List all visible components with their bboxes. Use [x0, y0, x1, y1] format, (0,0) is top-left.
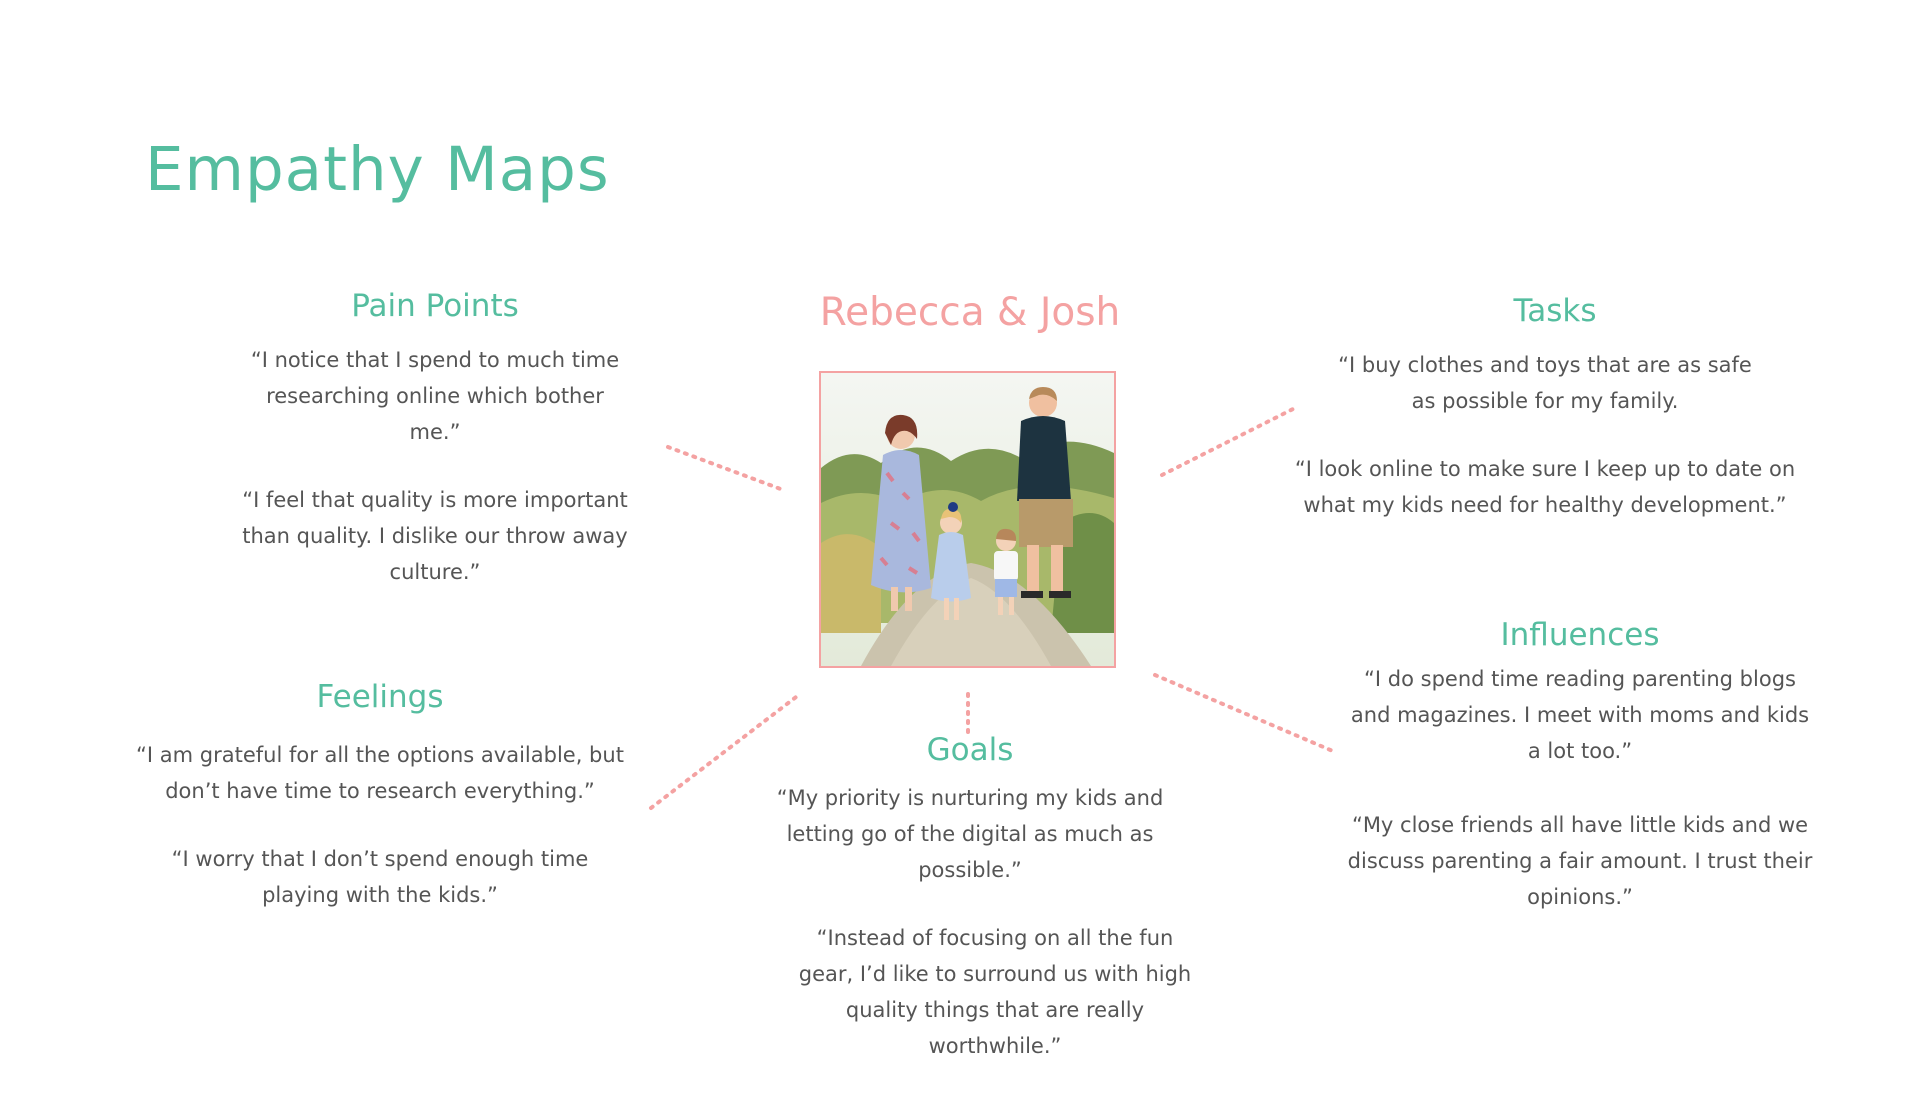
connector-tasks: [1162, 408, 1295, 475]
feelings-quote: “I worry that I don’t spend enough time playing with the kids.”: [171, 847, 589, 907]
influences-quote: “I do spend time reading parenting blogs and magazines. I meet with moms and kids a lot too.”: [1350, 667, 1810, 763]
page-title: Empathy Maps: [145, 134, 610, 205]
feelings-heading: Feelings: [316, 679, 444, 715]
pain-points-quote: “I notice that I spend to much time researching online which bother me.”: [250, 348, 620, 444]
connector-influences: [1155, 675, 1335, 752]
connector-feelings: [651, 694, 800, 808]
persona-name: Rebecca & Josh: [819, 290, 1121, 335]
tasks-quote: “I buy clothes and toys that are as safe as possible for my family.: [1338, 353, 1752, 413]
pain-points-heading: Pain Points: [351, 288, 519, 324]
goals-heading: Goals: [926, 732, 1014, 768]
connector-pain-points: [668, 447, 786, 491]
goals-quote: “My priority is nurturing my kids and letting go of the digital as much as possible.”: [776, 786, 1164, 882]
influences-quote: “My close friends all have little kids and we discuss parenting a fair amount. I trust their opinions.”: [1347, 813, 1813, 909]
pain-points-quote: “I feel that quality is more important than quality. I dislike our throw away culture.”: [242, 488, 628, 584]
influences-heading: Influences: [1500, 617, 1660, 653]
goals-quote: “Instead of focusing on all the fun gear, I’d like to surround us with high quality things that are really worthwhile.”: [798, 926, 1192, 1058]
tasks-heading: Tasks: [1513, 293, 1597, 329]
feelings-quote: “I am grateful for all the options available, but don’t have time to research everything.”: [136, 743, 624, 803]
tasks-quote: “I look online to make sure I keep up to date on what my kids need for healthy development.”: [1294, 457, 1796, 517]
